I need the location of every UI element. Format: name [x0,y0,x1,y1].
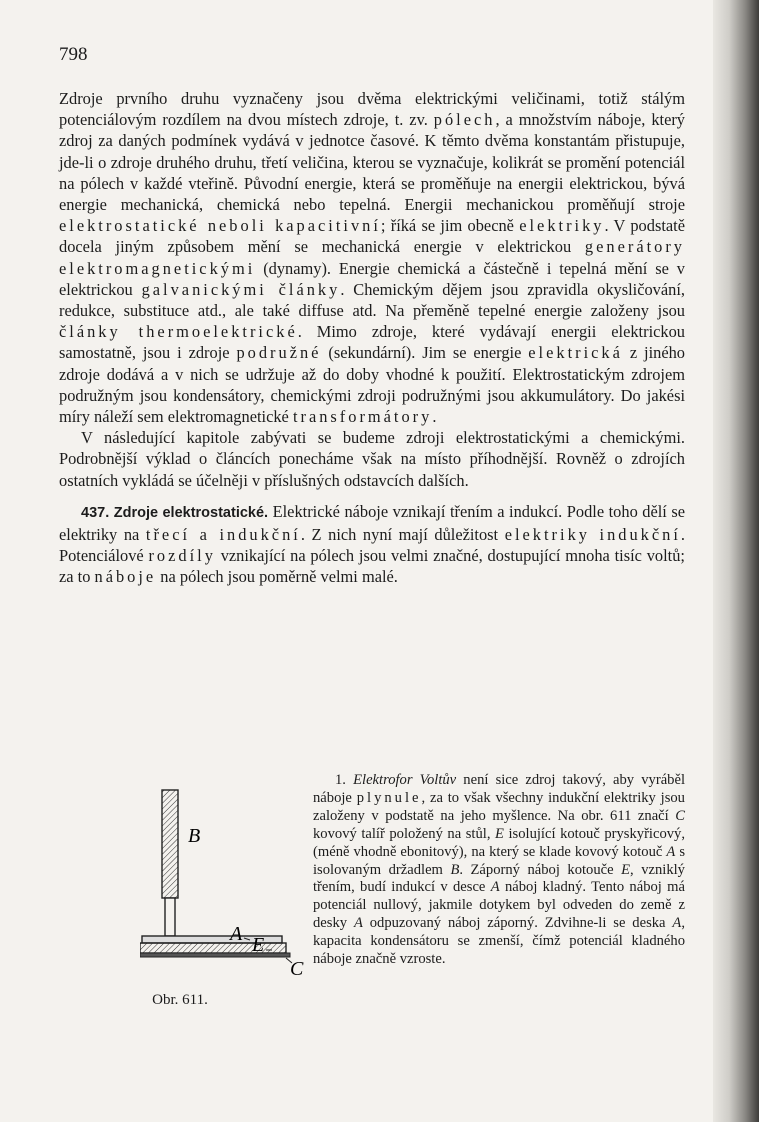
book-spine-shadow [713,0,759,1122]
spaced-emphasis: náboje [94,567,157,587]
label-b: B [188,825,201,847]
spaced-emphasis: rozdíly [148,546,216,566]
spaced-emphasis: elektriky indukční [504,525,681,545]
spaced-emphasis: elektrická [528,343,623,363]
italic-term: A [672,915,682,932]
italic-term: A [353,915,363,932]
spaced-emphasis: pólech [433,110,496,130]
metal-stem [165,898,175,936]
paragraph-1: Zdroje prvního druhu vyznačeny jsou dvěma elektrickými veličinami, totiž stálým potenciálovým rozdílem na dvou místech zdroje, t. zv. pólech, a množstvím náboje, který zdroj za daných podmínek vydává v jednotce časové. K těmto dvěma konstantám přistupuje, jde-li o zdroje druhého druhu, třetí veličina, kterou se vyznačuje, kolikrát se promění potenciál na pólech v každé vteřině. Původní energie, která se proměňuje na energii elektrickou, bývá energie mechanická, chemická nebo tepelná. Energii mechanickou proměňují stroje elektrostatické neboli kapacitivní; říká se jim obecně elektriky. V podstatě docela jiným způsobem mění se mechanická energie v elektrickou generátory elektromagnetickými (dynamy). Energie chemická a částečně i tepelná mění se v elektrickou galvanickými články. Chemickým dějem jsou zpravidla okysličování, redukce, substituce atd., ale také diffuse atd. Na přeměně tepelné energie založeny jsou články thermoelektrické. Mimo zdroje, které vydávají energii elektrickou samostatně, jsou i zdroje podružné (sekundární). Jim se energie elektrická z jiného zdroje dodává a v nich se udržuje až do doby vhodné k použití. Elektrostatickým zdrojem podružným jsou kondensátory, chemickými zdroji podružnými jsou akkumulátory. Do jakési míry náleží sem elektromagnetické transformátory. [59,89,686,427]
spaced-emphasis: galvanickými články [141,279,341,299]
italic-term: A [666,843,676,860]
elektrofor-description: 1. Elektrofor Voltův není sice zdroj takový, aby vyráběl náboje plynule, za to však všechny indukční elektriky jsou založeny v podstatě na jeho myšlence. Na obr. 611 značí C kovový talíř položený na stůl, E isolující kotouč pryskyřicový, (méně vhodně ebonitový), na který se klade kovový kotouč A s isolovaným držadlem B. Záporný náboj kotouče E, vzniklý třením, budí indukcí v desce A náboj kladný. Tento náboj má potenciál nullový, jakmile dotykem byl odveden do země z desky A odpuzovaný náboj záporný. Zdvihne-li se deska A, kapacita kondensátoru se zmenší, čímž potenciál kladného náboje značně vzroste. [313,772,685,968]
section-body: Elektrické náboje vznikají třením a indukcí. Podle toho dělí se elektriky na třecí a indukční. Z nich nyní mají důležitost elektriky indukční. Potenciálové rozdíly vznikající na pólech jsou velmi značné, dostupující mnoha tisíc voltů; za to náboje na pólech jsou poměrně velmi malé. [59,501,686,587]
italic-term: B [450,861,460,878]
figure-paragraph [313,772,685,969]
spaced-emphasis: plynule [356,789,422,806]
section-number: 437. [81,504,110,521]
italic-term: Elektrofor Voltův [353,772,457,788]
label-e: E [252,934,265,956]
paragraph-2: V následující kapitole zabývati se budeme zdroji elektrostatickými a chemickými. Podrobnější výklad o článcích ponecháme však na místo příhodnější. Rovněž o zdrojích ostatních vykládá se účelněji v příslušných odstavcích dalších. [59,428,685,490]
section-title: Zdroje elektrostatické. [113,504,269,521]
spaced-emphasis: třecí a indukční [145,525,301,545]
italic-term: C [675,807,685,824]
page-number: 798 [59,44,88,65]
spaced-emphasis: články thermoelektrické [59,322,298,342]
italic-term: A [490,879,500,896]
label-a: A [230,923,243,945]
spaced-emphasis: generátory elektromagnetickými [59,237,685,278]
italic-term: E [621,861,631,878]
spaced-emphasis: elektriky [519,216,605,236]
spaced-emphasis: podružné [236,343,322,363]
body-text [59,88,685,588]
section-437 [59,501,685,588]
figure-611-electrophorus [140,780,315,1000]
spaced-emphasis: transformátory [292,407,433,427]
spaced-emphasis: elektrostatické neboli kapacitivní [59,216,381,236]
italic-term: E [495,825,504,842]
label-c: C [290,958,304,980]
handle-b [162,790,178,898]
metal-plate-c [140,953,290,957]
figure-caption: Obr. 611. [152,992,208,1008]
